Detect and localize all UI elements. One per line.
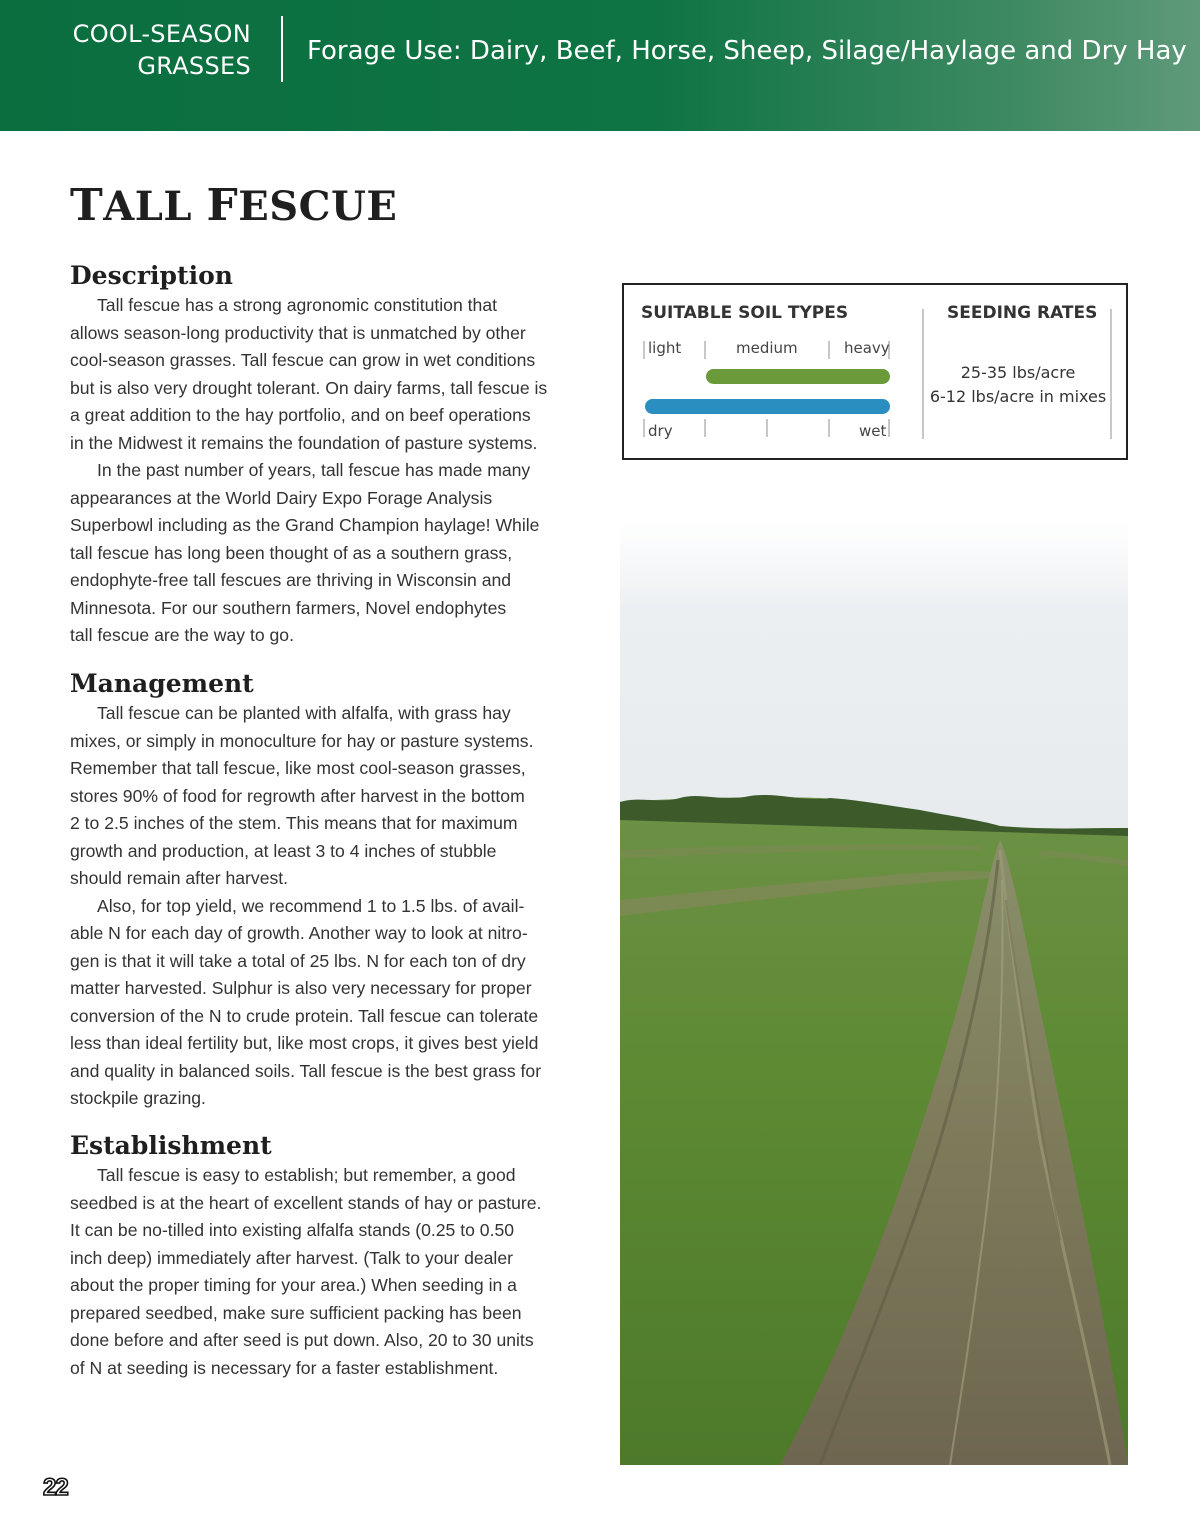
management-paragraph-1: Tall fescue can be planted with alfalfa, with grass hay mixes, or simply in monoculture for hay or pasture systems. Remember that tall fescue, like most cool-season grasses, stores 90% of food for regrowth after harvest in the bottom 2 to 2.5 inches of the stem. This means that for maximum growth and production, at least 3 to 4 inches of stubble should remain after harvest. [70,703,534,888]
title-rest-1: ALL [103,183,193,230]
texture-label-medium: medium [736,339,798,357]
establishment-heading: Establishment [70,1131,272,1160]
title-initial-2: F [206,180,239,231]
scale-tick [828,341,830,359]
header-divider [281,16,283,82]
soil-seeding-box [622,283,1128,460]
title-rest-2: ESCUE [238,183,398,230]
texture-label-heavy: heavy [844,339,890,357]
management-section [70,668,582,1113]
scale-tick [888,419,890,437]
moisture-label-wet: wet [859,422,887,440]
scale-tick [704,341,706,359]
hay-field-photo [620,520,1128,1465]
section-category [73,18,251,82]
establishment-section [70,1130,582,1382]
scale-tick [828,419,830,437]
soil-types-heading: SUITABLE SOIL TYPES [641,303,849,323]
category-line-2: GRASSES [137,52,251,80]
page-number: 22 [43,1474,68,1501]
seeding-rate-primary: 25-35 lbs/acre [960,363,1076,382]
scale-tick [643,341,645,359]
header-banner [0,0,1200,131]
scale-tick [643,419,645,437]
description-heading: Description [70,261,233,290]
scale-tick [766,419,768,437]
page-title [70,178,397,235]
description-paragraph-1: Tall fescue has a strong agronomic constitution that allows season-long productivity that is unmatched by other cool-season grasses. Tall fescue can grow in wet conditions but is also very drought tolerant. On dairy farms, tall fescue is a great addition to the hay portfolio, and on beef operations in the Midwest it remains the foundation of pasture systems. [70,295,548,453]
seeding-rate-mixes: 6-12 lbs/acre in mixes [929,387,1107,406]
establishment-paragraph-1: Tall fescue is easy to establish; but remember, a good seedbed is at the heart of excellent stands of hay or pasture. It can be no-tilled into existing alfalfa stands (0.25 to 0.50 inch deep) immediately after harvest. (Talk to your dealer about the proper timing for your area.) When seeding in a prepared seedbed, make sure sufficient packing has been done before and after seed is put down. Also, 20 to 30 units of N at seeding is necessary for a faster establishment. [70,1165,542,1378]
hay-field-illustration [620,520,1128,1465]
forage-use: Forage Use: Dairy, Beef, Horse, Sheep, Silage/Haylage and Dry Hay [307,36,1187,66]
moisture-range-bar [645,399,890,414]
seeding-rates-heading: SEEDING RATES [947,303,1098,323]
management-paragraph-2: Also, for top yield, we recommend 1 to 1.5 lbs. of avail- able N for each day of growth. Another way to look at nitro- gen is that it will take a total of 25 lbs. N for each ton of dry matter harvested. Sulphur is also very necessary for proper conversion of the N to crude protein. Tall fescue can tolerate less than ideal fertility but, like most crops, it gives best yield and quality in balanced soils. Tall fescue is the best grass for stockpile grazing. [70,895,542,1108]
title-initial-1: T [70,180,104,231]
category-line-1: COOL-SEASON [72,20,251,48]
management-heading: Management [70,669,254,698]
scale-tick [704,419,706,437]
texture-range-bar [706,369,890,384]
description-section [70,260,582,650]
texture-label-light: light [648,339,682,357]
moisture-label-dry: dry [648,422,673,440]
description-paragraph-2: In the past number of years, tall fescue has made many appearances at the World Dairy Expo Forage Analysis Superbowl including as the Grand Champion haylage! While tall fescue has long been thought of as a southern grass, endophyte-free tall fescues are thriving in Wisconsin and Minnesota. For our southern farmers, Novel endophytes tall fescue are the way to go. [70,460,540,645]
